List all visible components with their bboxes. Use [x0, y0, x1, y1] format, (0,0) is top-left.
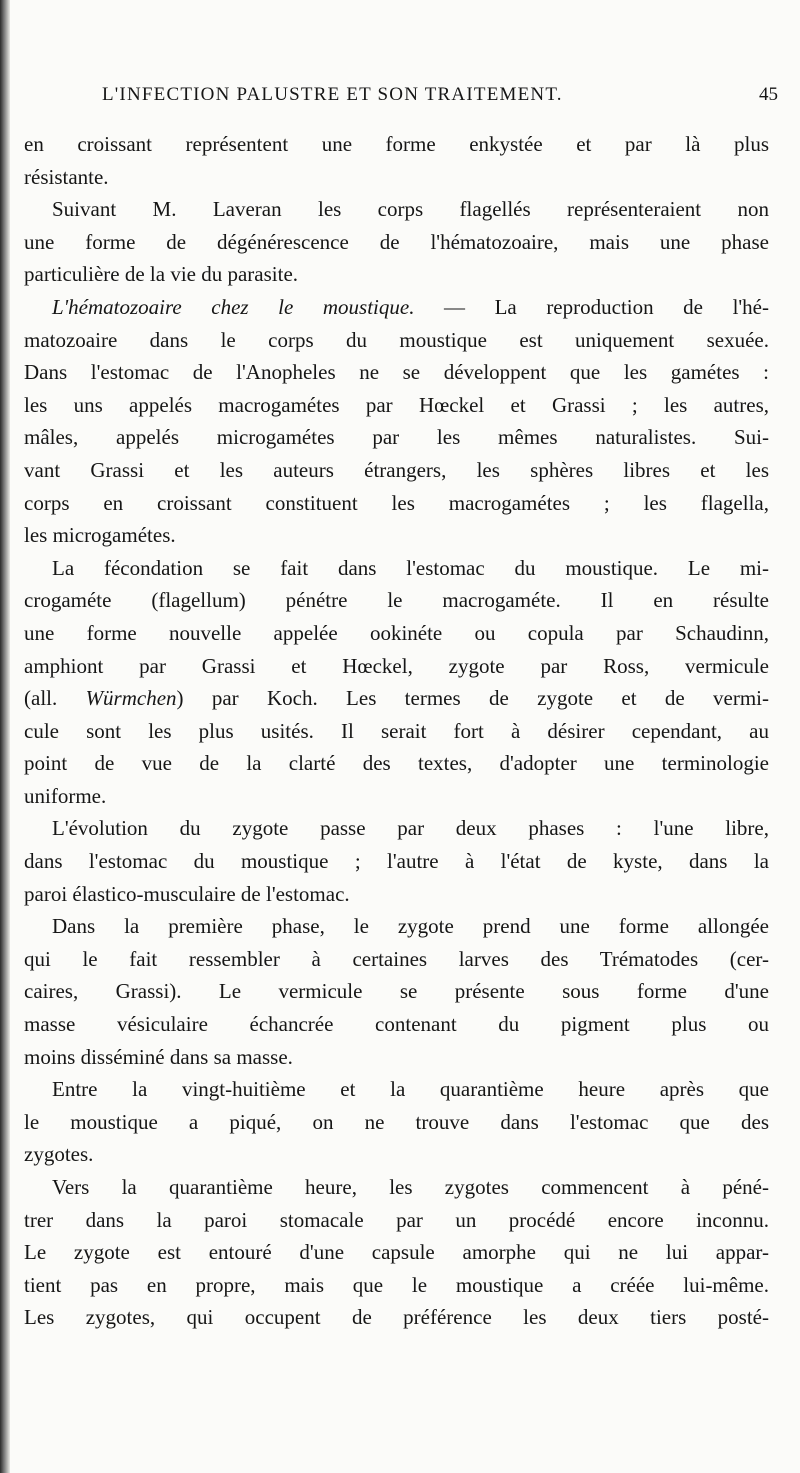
text-line-content: ) par Koch. Les termes de zygote et de vermi-	[176, 686, 769, 711]
text-line	[24, 1236, 769, 1269]
text-line	[24, 454, 769, 487]
text-line	[24, 650, 769, 683]
text-line	[24, 1301, 769, 1334]
text-line-content: cule sont les plus usités. Il serait fort à désirer cependant, au	[24, 718, 769, 743]
text-line-content: une forme de dégénérescence de l'hématozoaire, mais une phase	[24, 229, 769, 254]
text-line	[24, 324, 769, 357]
italic-text: Würmchen	[85, 686, 177, 711]
italic-text: L'hématozoaire chez le moustique.	[52, 294, 415, 319]
text-line-content: caires, Grassi). Le vermicule se présente sous forme d'une	[24, 979, 769, 1004]
text-line	[24, 1106, 769, 1139]
text-line	[24, 1171, 769, 1204]
text-line	[24, 128, 769, 161]
text-line-content: en croissant représentent une forme enkystée et par là plus	[24, 132, 769, 156]
text-line-content: particulière de la vie du parasite.	[24, 262, 299, 287]
text-line	[24, 258, 769, 291]
text-line-content: Vers la quarantième heure, les zygotes commencent à péné-	[52, 1175, 769, 1199]
text-line	[24, 584, 769, 617]
text-line	[24, 1041, 769, 1074]
text-line-content: Suivant M. Laveran les corps flagellés représenteraient non	[52, 197, 769, 222]
book-spine-shadow	[0, 0, 10, 1473]
text-line-content: point de vue de la clarté des textes, d'adopter une terminologie	[24, 751, 769, 776]
text-line	[24, 1269, 769, 1302]
text-line-content: les uns appelés macrogamétes par Hœckel et Grassi ; les autres,	[24, 392, 769, 417]
text-line	[24, 682, 769, 715]
text-line-content: masse vésiculaire échancrée contenant du pigment plus ou	[24, 1012, 769, 1037]
text-line	[24, 780, 769, 813]
text-line	[24, 943, 769, 976]
text-line-content: corps en croissant constituent les macrogamétes ; les flagella,	[24, 490, 769, 515]
text-line-prefix: (all.	[24, 686, 86, 711]
text-line	[24, 1138, 769, 1171]
text-line	[24, 1204, 769, 1237]
text-line-content: qui le fait ressembler à certaines larves des Trématodes (cer-	[24, 946, 769, 971]
text-line	[24, 1008, 769, 1041]
text-line-content: résistante.	[24, 164, 109, 189]
text-line	[24, 193, 769, 226]
text-line-content: tient pas en propre, mais que le moustique a créée lui-même.	[24, 1272, 769, 1297]
text-line	[24, 1073, 769, 1106]
text-line	[24, 389, 769, 422]
text-line-content: Les zygotes, qui occupent de préférence les deux tiers posté-	[24, 1305, 769, 1330]
text-line-content: amphiont par Grassi et Hœckel, zygote par Ross, vermicule	[24, 653, 769, 678]
page-header	[102, 84, 778, 108]
text-line-content: le moustique a piqué, on ne trouve dans l'estomac que des	[24, 1109, 769, 1134]
text-line-content: trer dans la paroi stomacale par un procédé encore inconnu.	[24, 1207, 769, 1232]
text-line	[24, 552, 769, 585]
text-line-content: Le zygote est entouré d'une capsule amorphe qui ne lui appar-	[24, 1240, 769, 1265]
text-line	[24, 812, 769, 845]
text-line	[24, 910, 769, 943]
text-line-content: dans l'estomac du moustique ; l'autre à l'état de kyste, dans la	[24, 849, 769, 874]
text-line	[24, 878, 769, 911]
page-number: 45	[759, 84, 778, 105]
text-line	[24, 715, 769, 748]
text-line-content: L'évolution du zygote passe par deux phases : l'une libre,	[52, 816, 769, 841]
text-line-content: crogaméte (flagellum) pénétre le macrogaméte. Il en résulte	[24, 588, 769, 613]
text-line	[24, 617, 769, 650]
text-line-content: vant Grassi et les auteurs étrangers, les sphères libres et les	[24, 457, 769, 482]
body-text	[24, 128, 769, 1334]
text-line-content: uniforme.	[24, 783, 107, 808]
running-title: L'INFECTION PALUSTRE ET SON TRAITEMENT.	[102, 84, 563, 105]
text-line-content: zygotes.	[24, 1142, 94, 1167]
text-line-content: matozoaire dans le corps du moustique est uniquement sexuée.	[24, 327, 769, 352]
text-line	[24, 291, 769, 324]
text-line	[24, 226, 769, 259]
text-line-content: — La reproduction de l'hé-	[414, 294, 769, 319]
text-line	[24, 845, 769, 878]
text-line-content: une forme nouvelle appelée ookinéte ou copula par Schaudinn,	[24, 620, 769, 645]
text-line-content: les microgamétes.	[24, 523, 176, 548]
text-line-content: Entre la vingt-huitième et la quarantième heure après que	[52, 1077, 769, 1102]
text-line-content: paroi élastico-musculaire de l'estomac.	[24, 881, 350, 906]
text-line	[24, 421, 769, 454]
text-line	[24, 519, 769, 552]
text-line	[24, 975, 769, 1008]
text-line	[24, 487, 769, 520]
text-line	[24, 161, 769, 194]
text-line	[24, 356, 769, 389]
text-line	[24, 747, 769, 780]
text-line-content: Dans la première phase, le zygote prend une forme allongée	[52, 914, 769, 939]
text-line-content: La fécondation se fait dans l'estomac du moustique. Le mi-	[52, 555, 769, 580]
text-line-content: mâles, appelés microgamétes par les mêmes naturalistes. Sui-	[24, 425, 769, 450]
text-line-content: Dans l'estomac de l'Anopheles ne se développent que les gamétes :	[24, 360, 769, 385]
text-line-content: moins disséminé dans sa masse.	[24, 1044, 293, 1069]
